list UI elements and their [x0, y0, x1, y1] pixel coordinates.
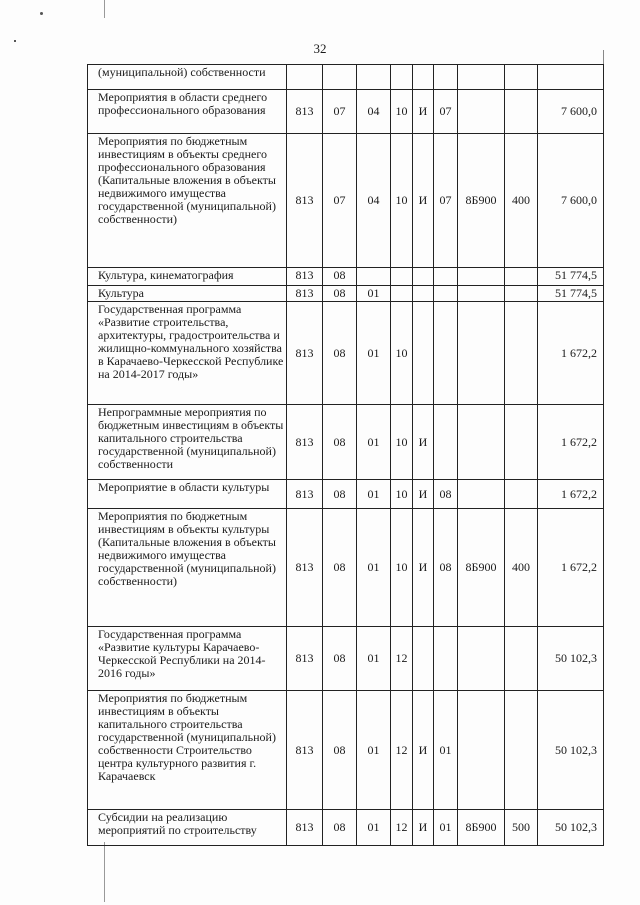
event-code: [434, 286, 458, 302]
section-code: 08: [323, 480, 357, 509]
admin-code: 813: [287, 810, 323, 846]
admin-code: 813: [287, 509, 323, 627]
amount: [538, 65, 604, 90]
subsection-code: 01: [357, 286, 391, 302]
expense-type-code: [505, 302, 538, 405]
amount: 51 774,5: [538, 268, 604, 286]
subprogram-code: И: [413, 90, 434, 134]
event-code: 08: [434, 509, 458, 627]
direction-code: [458, 286, 505, 302]
direction-code: [458, 691, 505, 810]
subprogram-code: И: [413, 810, 434, 846]
section-code: 07: [323, 90, 357, 134]
table-row: [88, 286, 604, 302]
subprogram-code: И: [413, 691, 434, 810]
subprogram-code: [413, 65, 434, 90]
expense-type-code: 500: [505, 810, 538, 846]
row-name: Мероприятие в области культуры: [88, 480, 287, 509]
direction-code: [458, 302, 505, 405]
amount: 50 102,3: [538, 810, 604, 846]
program-code: 12: [391, 627, 413, 691]
subprogram-code: [413, 302, 434, 405]
row-name: Мероприятия в области среднего профессионального образования: [88, 90, 287, 134]
table-row: [88, 302, 604, 405]
subprogram-code: [413, 268, 434, 286]
event-code: 08: [434, 480, 458, 509]
row-name: Мероприятия по бюджетным инвестициям в объекты культуры (Капитальные вложения в объекты недвижимого имущества государственной (муниципальной) собственности): [88, 509, 287, 627]
row-name: (муниципальной) собственности: [88, 65, 287, 90]
direction-code: 8Б900: [458, 509, 505, 627]
amount: 51 774,5: [538, 286, 604, 302]
program-code: 10: [391, 405, 413, 480]
program-code: 10: [391, 90, 413, 134]
table-row: [88, 65, 604, 90]
section-code: 08: [323, 302, 357, 405]
direction-code: [458, 90, 505, 134]
amount: 7 600,0: [538, 90, 604, 134]
direction-code: [458, 480, 505, 509]
event-code: [434, 302, 458, 405]
event-code: 01: [434, 691, 458, 810]
table-row: [88, 268, 604, 286]
event-code: 07: [434, 90, 458, 134]
row-name: Культура, кинематография: [88, 268, 287, 286]
row-name: Государственная программа «Развитие культуры Карачаево-Черкесской Республики на 2014-2016 годы»: [88, 627, 287, 691]
section-code: 08: [323, 810, 357, 846]
subsection-code: 01: [357, 480, 391, 509]
section-code: 08: [323, 268, 357, 286]
admin-code: 813: [287, 268, 323, 286]
subprogram-code: И: [413, 509, 434, 627]
table-row: [88, 509, 604, 627]
expense-type-code: [505, 480, 538, 509]
row-name: Культура: [88, 286, 287, 302]
section-code: [323, 65, 357, 90]
section-code: 08: [323, 286, 357, 302]
subsection-code: 01: [357, 627, 391, 691]
amount: 1 672,2: [538, 509, 604, 627]
row-name: Мероприятия по бюджетным инвестициям в объекты среднего профессионального образования (Капитальные вложения в объекты недвижимого имущества государственной (муниципальной) собственности): [88, 134, 287, 268]
admin-code: 813: [287, 627, 323, 691]
expense-type-code: [505, 627, 538, 691]
section-code: 08: [323, 509, 357, 627]
direction-code: 8Б900: [458, 810, 505, 846]
page-number: 32: [313, 41, 327, 56]
admin-code: 813: [287, 286, 323, 302]
program-code: 10: [391, 302, 413, 405]
expense-type-code: [505, 405, 538, 480]
expense-type-code: [505, 268, 538, 286]
expense-type-code: [505, 691, 538, 810]
admin-code: 813: [287, 302, 323, 405]
event-code: [434, 268, 458, 286]
table-row: [88, 691, 604, 810]
admin-code: [287, 65, 323, 90]
subsection-code: 01: [357, 509, 391, 627]
program-code: 12: [391, 810, 413, 846]
row-name: Мероприятия по бюджетным инвестициям в объекты капитального строительства государственной (муниципальной) собственности Строительство центра культурного развития г. Карачаевск: [88, 691, 287, 810]
section-code: 08: [323, 691, 357, 810]
direction-code: 8Б900: [458, 134, 505, 268]
admin-code: 813: [287, 691, 323, 810]
subprogram-code: И: [413, 480, 434, 509]
event-code: 07: [434, 134, 458, 268]
program-code: 10: [391, 134, 413, 268]
subsection-code: 01: [357, 810, 391, 846]
direction-code: [458, 65, 505, 90]
subsection-code: [357, 65, 391, 90]
expense-type-code: [505, 286, 538, 302]
budget-table: [87, 64, 604, 846]
event-code: [434, 65, 458, 90]
admin-code: 813: [287, 480, 323, 509]
scan-mark: [104, 842, 105, 902]
amount: 1 672,2: [538, 480, 604, 509]
program-code: [391, 65, 413, 90]
expense-type-code: 400: [505, 134, 538, 268]
event-code: 01: [434, 810, 458, 846]
subprogram-code: [413, 286, 434, 302]
table-row: [88, 480, 604, 509]
section-code: 08: [323, 405, 357, 480]
expense-type-code: 400: [505, 509, 538, 627]
program-code: [391, 286, 413, 302]
direction-code: [458, 627, 505, 691]
event-code: [434, 627, 458, 691]
scan-mark: [14, 40, 16, 42]
table-row: [88, 627, 604, 691]
amount: 50 102,3: [538, 691, 604, 810]
row-name: Государственная программа «Развитие строительства, архитектуры, градостроительства и жилищно-коммунального хозяйства в Карачаево-Черкесской Республике на 2014-2017 годы»: [88, 302, 287, 405]
expense-type-code: [505, 90, 538, 134]
admin-code: 813: [287, 90, 323, 134]
program-code: 12: [391, 691, 413, 810]
scan-mark: [40, 12, 43, 15]
subprogram-code: И: [413, 405, 434, 480]
subsection-code: 04: [357, 90, 391, 134]
direction-code: [458, 405, 505, 480]
subsection-code: 04: [357, 134, 391, 268]
program-code: [391, 268, 413, 286]
section-code: 08: [323, 627, 357, 691]
scan-mark: [104, 0, 105, 18]
admin-code: 813: [287, 134, 323, 268]
subsection-code: 01: [357, 302, 391, 405]
program-code: 10: [391, 509, 413, 627]
scan-mark: [603, 50, 604, 64]
subprogram-code: И: [413, 134, 434, 268]
subsection-code: [357, 268, 391, 286]
table-row: [88, 90, 604, 134]
row-name: Субсидии на реализацию мероприятий по строительству: [88, 810, 287, 846]
direction-code: [458, 268, 505, 286]
subprogram-code: [413, 627, 434, 691]
section-code: 07: [323, 134, 357, 268]
table-row: [88, 405, 604, 480]
amount: 7 600,0: [538, 134, 604, 268]
expense-type-code: [505, 65, 538, 90]
program-code: 10: [391, 480, 413, 509]
amount: 1 672,2: [538, 302, 604, 405]
subsection-code: 01: [357, 405, 391, 480]
table-row: [88, 134, 604, 268]
amount: 50 102,3: [538, 627, 604, 691]
table-row: [88, 810, 604, 846]
event-code: [434, 405, 458, 480]
amount: 1 672,2: [538, 405, 604, 480]
admin-code: 813: [287, 405, 323, 480]
row-name: Непрограммные мероприятия по бюджетным инвестициям в объекты капитального строительства государственной (муниципальной) собственности: [88, 405, 287, 480]
subsection-code: 01: [357, 691, 391, 810]
